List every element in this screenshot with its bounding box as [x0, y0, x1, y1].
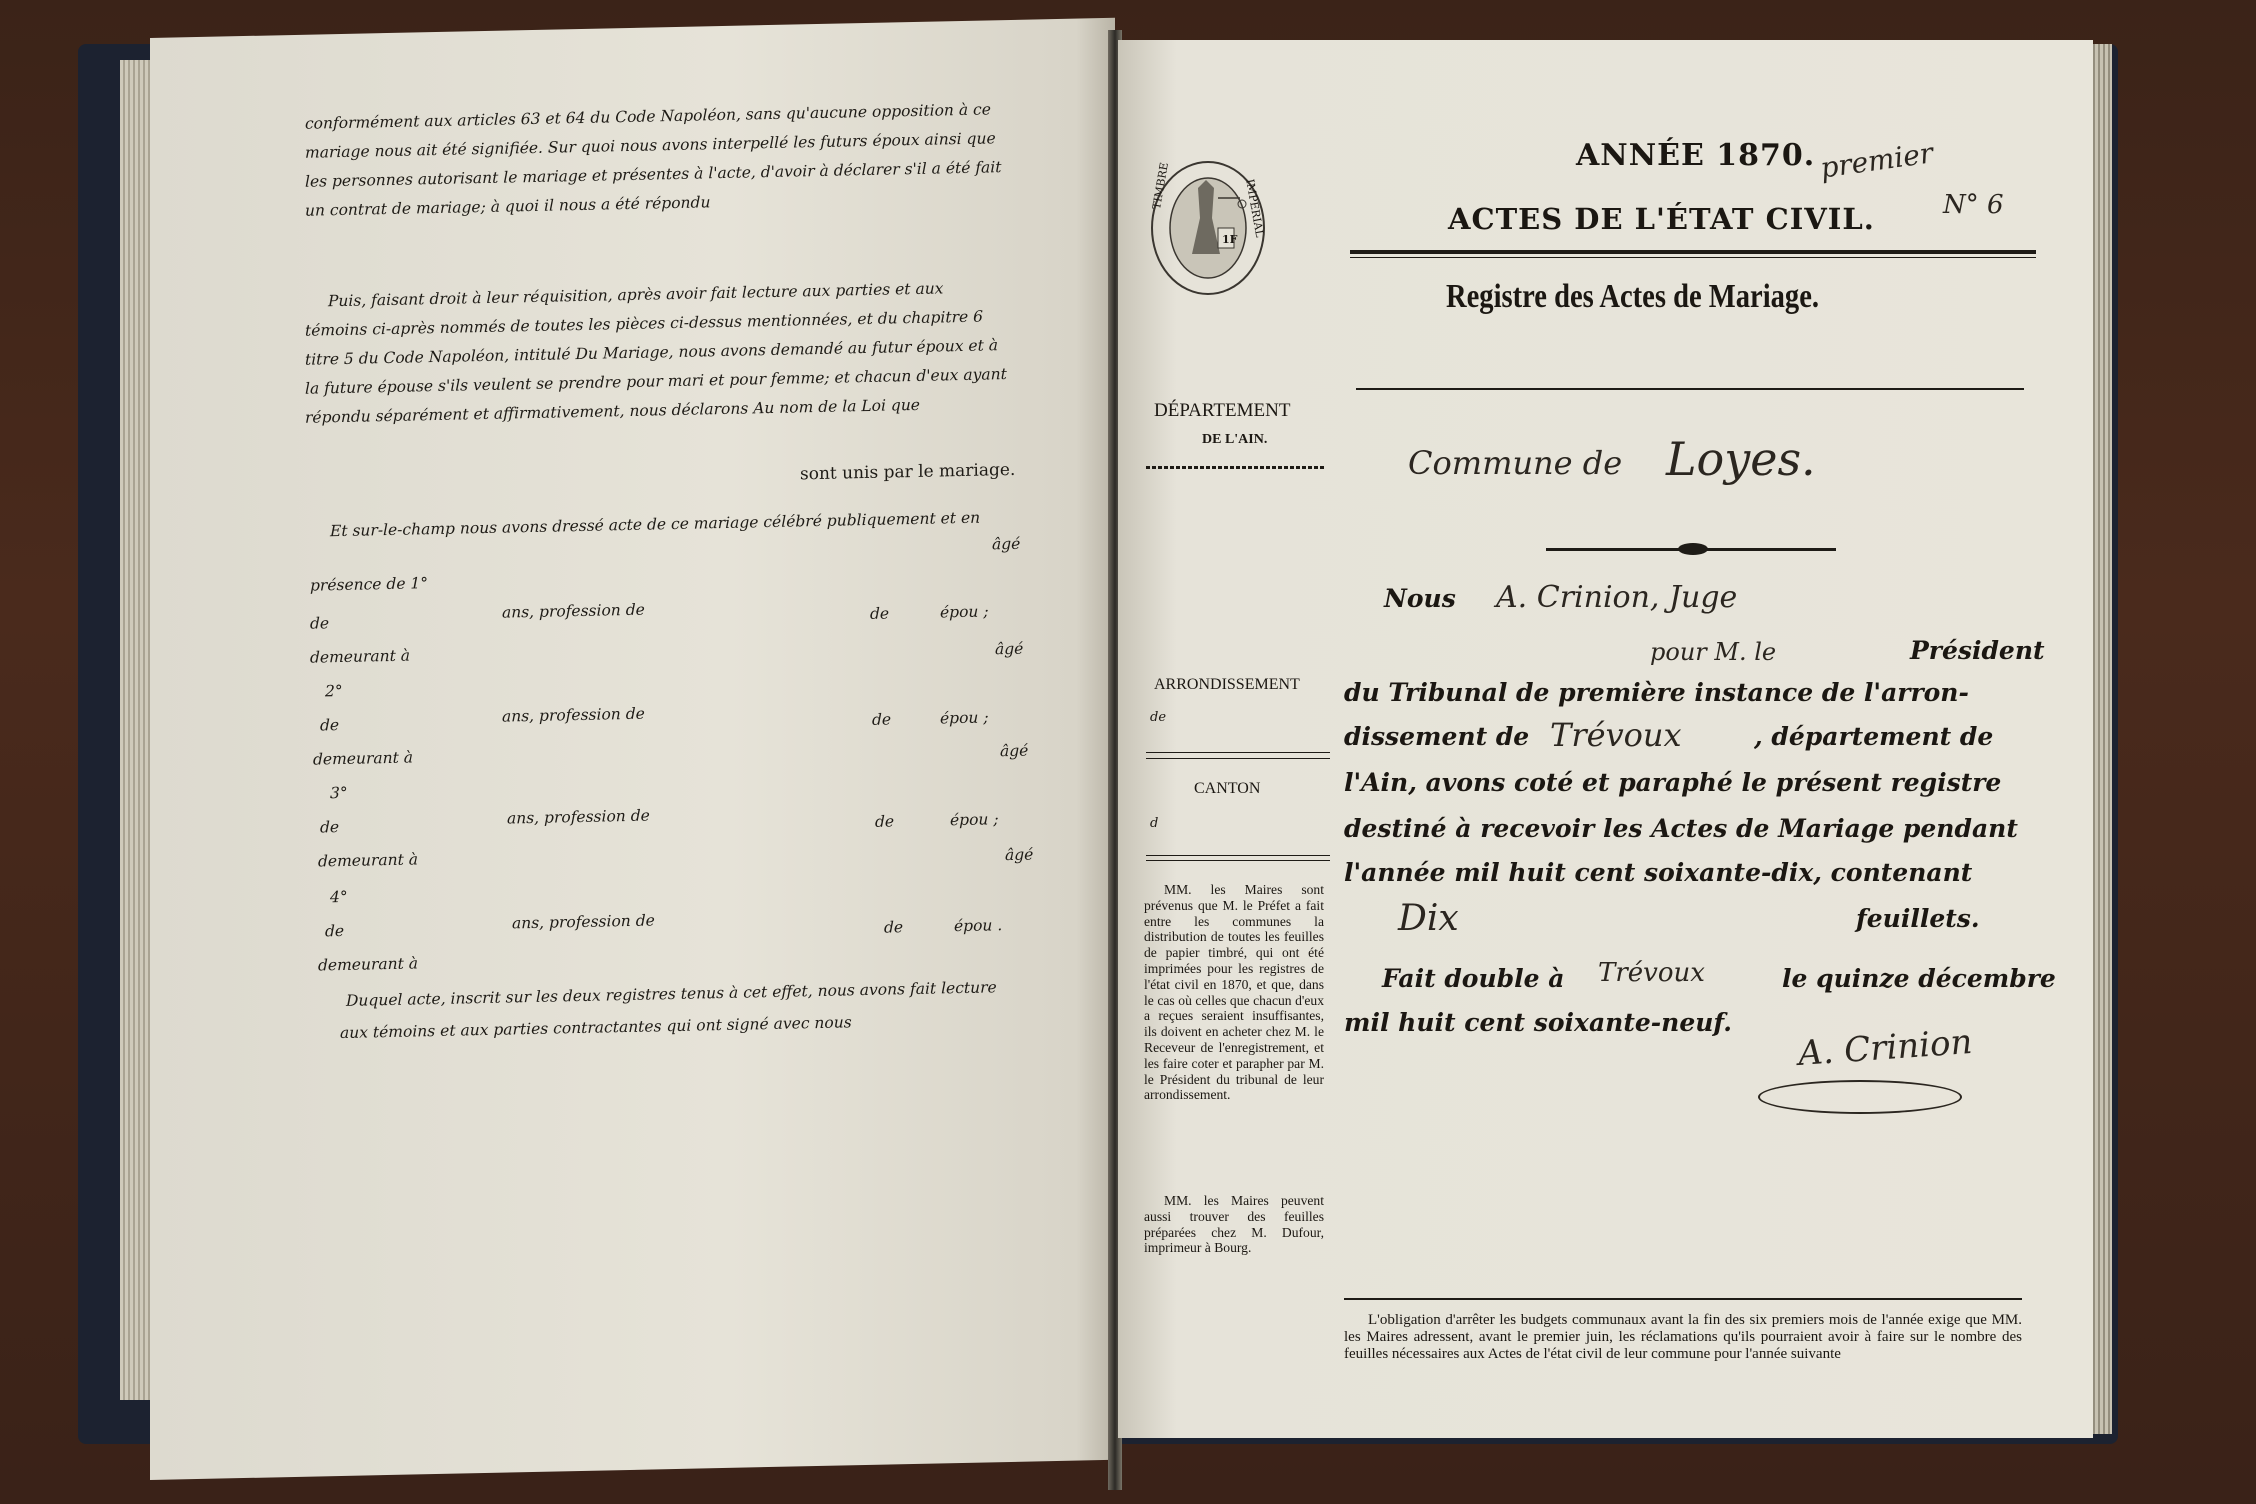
- profession-label: ans, profession de: [512, 911, 655, 933]
- title-rule: [1350, 250, 2036, 254]
- signature: A. Crinion: [1796, 1021, 1974, 1075]
- para1-line: les personnes autorisant le mariage et présentes à l'acte, d'avoir à déclarer s'il a été fait: [305, 158, 1002, 191]
- para1-line: un contrat de mariage; à quoi il nous a été répondu: [305, 193, 711, 220]
- age-label: âgé: [995, 639, 1024, 659]
- nous-label: Nous: [1384, 584, 1456, 613]
- closing-line: aux témoins et aux parties contractantes qui ont signé avec nous: [340, 1013, 852, 1043]
- canton-label: CANTON: [1194, 780, 1261, 797]
- arrondissement-rule-2: [1146, 758, 1330, 759]
- left-page: [150, 18, 1115, 1480]
- demeurant-label: demeurant à: [318, 954, 418, 975]
- year-text: mil huit cent soixante-neuf.: [1344, 1008, 1732, 1037]
- canton-rule: [1146, 855, 1330, 856]
- para2-line: Puis, faisant droit à leur réquisition, après avoir fait lecture aux parties et aux: [328, 279, 944, 311]
- right-page: [1118, 40, 2093, 1438]
- presence-label: présence de 1°: [310, 574, 429, 595]
- feuillets-label: feuillets.: [1856, 904, 1980, 933]
- signature-flourish: [1758, 1080, 1962, 1114]
- ain-label: DE L'AIN.: [1202, 432, 1268, 447]
- place-hand: Trévoux: [1598, 958, 1705, 988]
- margin-note-premier: premier: [1818, 136, 1936, 185]
- registre-title: Registre des Actes de Mariage.: [1446, 278, 1820, 315]
- epou-label: épou ;: [940, 602, 989, 622]
- profession-label: ans, profession de: [507, 806, 650, 828]
- arrondissement-label: ARRONDISSEMENT: [1154, 676, 1300, 693]
- de-label: de: [310, 614, 330, 633]
- de-label: de: [320, 818, 340, 837]
- age-label: âgé: [1005, 845, 1034, 865]
- margin-note-number: N° 6: [1943, 190, 2004, 220]
- arrondissement-hand: Trévoux: [1550, 716, 1682, 754]
- commune-rule-ornament: [1678, 543, 1708, 555]
- year-title: ANNÉE 1870.: [1576, 138, 1816, 173]
- canton-d: d: [1150, 816, 1159, 831]
- footer-note: L'obligation d'arrêter les budgets communaux avant la fin des six premiers mois de l'année exige que MM. les Maires adressent, avant le premier juin, les réclamations qu'ils pourraient avoir à faire sur le nombre des feuilles nécessaires aux Actes de l'état civil de leur commune pour l'année suivante: [1344, 1312, 2022, 1362]
- closing-line: Duquel acte, inscrit sur les deux registres tenus à cet effet, nous avons fait lecture: [346, 978, 997, 1010]
- de-label: de: [320, 716, 340, 735]
- epou-label: épou ;: [950, 810, 999, 830]
- demeurant-label: demeurant à: [313, 748, 413, 769]
- epou-label: épou ;: [940, 708, 989, 728]
- epou-label: épou .: [954, 916, 1003, 936]
- para1-line: mariage nous ait été signifiée. Sur quoi nous avons interpellé les futurs époux ainsi que: [305, 129, 996, 162]
- annee-line: l'année mil huit cent soixante-dix, contenant: [1344, 858, 1973, 887]
- para2-line: témoins ci-après nommés de toutes les pièces ci-dessus mentionnées, et du chapitre 6: [305, 307, 983, 340]
- footer-rule: [1344, 1298, 2022, 1300]
- de-label: de: [870, 604, 890, 623]
- destine-line: destiné à recevoir les Actes de Mariage pendant: [1344, 814, 2018, 843]
- de-label: de: [325, 921, 345, 941]
- fait-double-label: Fait double à: [1382, 964, 1565, 993]
- para1-line: conformément aux articles 63 et 64 du Code Napoléon, sans qu'aucune opposition à ce: [305, 100, 991, 133]
- dissement-line-a: dissement de: [1344, 722, 1530, 751]
- notice-prefet: MM. les Maires sont prévenus que M. le Préfet a fait entre les communes la distribution de toutes les feuilles de papier timbré, qui ont été imprimées pour les registres de l'état civil en 1870, et que, dans le cas où celles que chacun d'eux a reçues seraient insuffisantes, ils doivent en acheter chez M. le Receveur de l'enregistrement, et les faire coter et parapher par M. le Président du tribunal de leur arrondissement.: [1144, 882, 1324, 1103]
- count-hand: Dix: [1398, 898, 1459, 939]
- dissement-line-b: , département de: [1754, 722, 1994, 751]
- pour-hand: pour M. le: [1650, 638, 1777, 666]
- commune-name: Loyes.: [1666, 432, 1816, 486]
- canton-rule-2: [1146, 860, 1330, 861]
- age-label: âgé: [1000, 741, 1029, 761]
- date-text: le quinze décembre: [1782, 964, 2056, 993]
- ordinal-2: 2°: [325, 681, 343, 701]
- profession-label: ans, profession de: [502, 600, 645, 622]
- para2-line: titre 5 du Code Napoléon, intitulé Du Mariage, nous avons demandé au futur époux et à: [305, 336, 998, 369]
- para3-line: Et sur-le-champ nous avons dressé acte de ce mariage célébré publiquement et en: [330, 508, 981, 541]
- stamp-right-text: IMPERIAL: [1243, 178, 1267, 239]
- profession-label: ans, profession de: [502, 704, 645, 726]
- demeurant-label: demeurant à: [310, 646, 410, 667]
- notice-dufour: MM. les Maires peuvent aussi trouver des feuilles préparées chez M. Dufour, imprimeur à Bourg.: [1144, 1193, 1324, 1256]
- arrondissement-rule: [1146, 752, 1330, 753]
- departement-rule: [1146, 466, 1324, 469]
- age-label: âgé: [992, 534, 1021, 554]
- demeurant-label: demeurant à: [318, 850, 418, 871]
- para2-line: répondu séparément et affirmativement, nous déclarons Au nom de la Loi que: [305, 395, 920, 427]
- right-page-edges: [2090, 44, 2112, 1434]
- de-label: de: [884, 918, 904, 937]
- de-label: de: [875, 812, 895, 831]
- commune-label: Commune de: [1408, 444, 1623, 482]
- tribunal-line: du Tribunal de première instance de l'arron-: [1344, 678, 1969, 707]
- stamp-left-text: TIMBRE: [1150, 161, 1172, 211]
- ordinal-4: 4°: [330, 887, 348, 907]
- title-rule-thin: [1350, 257, 2036, 258]
- stamp-value: 1F: [1222, 233, 1238, 246]
- departement-label: DÉPARTEMENT: [1154, 400, 1291, 421]
- arrondissement-de: de: [1150, 710, 1167, 725]
- ain-line: l'Ain, avons coté et paraphé le présent registre: [1344, 768, 2002, 797]
- actes-title: ACTES DE L'ÉTAT CIVIL.: [1448, 202, 1875, 236]
- registre-rule: [1356, 388, 2024, 390]
- de-label: de: [872, 710, 892, 729]
- nous-hand: A. Crinion, Juge: [1496, 580, 1738, 615]
- imperial-stamp: [1148, 158, 1268, 298]
- president-label: Président: [1910, 636, 2045, 665]
- unis-par-mariage: sont unis par le mariage.: [800, 459, 1016, 485]
- para2-line: la future épouse s'ils veulent se prendre pour mari et pour femme; et chacun d'eux ayant: [305, 365, 1007, 398]
- ordinal-3: 3°: [330, 783, 348, 803]
